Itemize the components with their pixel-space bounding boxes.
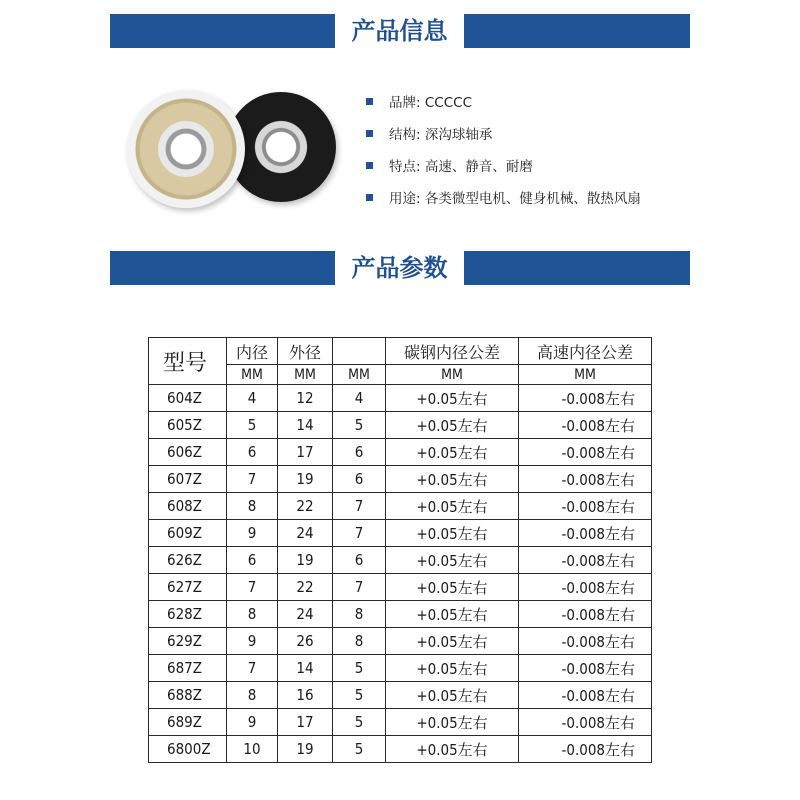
cell-width: 6 [333, 547, 386, 574]
table-row [149, 574, 652, 601]
info-label: 品牌: [389, 95, 421, 111]
cell-carbon-tolerance: +0.05左右 [386, 574, 519, 601]
header-model: 型号 [149, 338, 227, 385]
cell-inner-diameter: 9 [227, 709, 278, 736]
square-bullet-icon [366, 98, 373, 105]
cell-carbon-tolerance: +0.05左右 [386, 520, 519, 547]
cell-width: 7 [333, 520, 386, 547]
cell-width: 5 [333, 412, 386, 439]
header-bar-left [110, 14, 335, 48]
cell-carbon-tolerance: +0.05左右 [386, 412, 519, 439]
square-bullet-icon [366, 194, 373, 201]
cell-outer-diameter: 19 [278, 466, 333, 493]
info-value: CCCCC [424, 95, 472, 111]
cell-highspeed-tolerance: -0.008左右 [519, 601, 652, 628]
cell-model: 604Z [149, 385, 227, 412]
cell-inner-diameter: 9 [227, 628, 278, 655]
cell-model: 607Z [149, 466, 227, 493]
cell-model: 629Z [149, 628, 227, 655]
cell-model: 608Z [149, 493, 227, 520]
info-label: 特点: [389, 159, 421, 175]
cell-outer-diameter: 14 [278, 655, 333, 682]
info-label: 用途: [389, 191, 421, 207]
cell-carbon-tolerance: +0.05左右 [386, 655, 519, 682]
cell-width: 7 [333, 493, 386, 520]
unit-outer: MM [278, 365, 333, 385]
cell-highspeed-tolerance: -0.008左右 [519, 709, 652, 736]
cell-carbon-tolerance: +0.05左右 [386, 385, 519, 412]
cell-width: 8 [333, 601, 386, 628]
table-row [149, 655, 652, 682]
cell-width: 7 [333, 574, 386, 601]
square-bullet-icon [366, 130, 373, 137]
cell-model: 626Z [149, 547, 227, 574]
cell-highspeed-tolerance: -0.008左右 [519, 682, 652, 709]
info-value: 深沟球轴承 [424, 127, 493, 143]
cell-outer-diameter: 17 [278, 709, 333, 736]
cell-carbon-tolerance: +0.05左右 [386, 493, 519, 520]
cell-highspeed-tolerance: -0.008左右 [519, 628, 652, 655]
cell-highspeed-tolerance: -0.008左右 [519, 466, 652, 493]
table-row [149, 628, 652, 655]
cell-outer-diameter: 24 [278, 520, 333, 547]
info-value: 各类微型电机、健身机械、散热风扇 [424, 191, 641, 207]
cell-outer-diameter: 22 [278, 574, 333, 601]
cell-inner-diameter: 7 [227, 574, 278, 601]
cell-outer-diameter: 22 [278, 493, 333, 520]
table-header-row [149, 338, 652, 365]
cell-width: 4 [333, 385, 386, 412]
cell-width: 5 [333, 655, 386, 682]
info-item-brand [366, 91, 641, 123]
table-row [149, 682, 652, 709]
unit-inner: MM [227, 365, 278, 385]
product-info-header [110, 14, 690, 48]
table-row [149, 520, 652, 547]
table-row [149, 709, 652, 736]
cell-highspeed-tolerance: -0.008左右 [519, 520, 652, 547]
table-row [149, 466, 652, 493]
cell-carbon-tolerance: +0.05左右 [386, 547, 519, 574]
header-width [333, 338, 386, 365]
cell-outer-diameter: 19 [278, 547, 333, 574]
header-outer-diameter: 外径 [278, 338, 333, 365]
table-row [149, 412, 652, 439]
header-inner-diameter: 内径 [227, 338, 278, 365]
cell-width: 5 [333, 736, 386, 763]
cell-carbon-tolerance: +0.05左右 [386, 682, 519, 709]
header-bar-right [464, 14, 690, 48]
table-row [149, 601, 652, 628]
info-item-structure [366, 123, 641, 155]
cell-inner-diameter: 7 [227, 655, 278, 682]
header-carbon-tolerance: 碳钢内径公差 [386, 338, 519, 365]
metal-shielded-bearing-image [127, 90, 245, 208]
header-bar-left [110, 251, 335, 285]
cell-highspeed-tolerance: -0.008左右 [519, 574, 652, 601]
header-highspeed-tolerance: 高速内径公差 [519, 338, 652, 365]
unit-carbon-tolerance: MM [386, 365, 519, 385]
product-info-title: 产品信息 [335, 10, 464, 52]
cell-carbon-tolerance: +0.05左右 [386, 709, 519, 736]
product-info-list [366, 91, 641, 219]
cell-highspeed-tolerance: -0.008左右 [519, 655, 652, 682]
cell-model: 627Z [149, 574, 227, 601]
unit-width: MM [333, 365, 386, 385]
cell-carbon-tolerance: +0.05左右 [386, 439, 519, 466]
cell-highspeed-tolerance: -0.008左右 [519, 493, 652, 520]
header-bar-right [464, 251, 690, 285]
cell-model: 688Z [149, 682, 227, 709]
cell-model: 689Z [149, 709, 227, 736]
cell-highspeed-tolerance: -0.008左右 [519, 439, 652, 466]
info-item-usage [366, 187, 641, 219]
cell-model: 687Z [149, 655, 227, 682]
cell-model: 605Z [149, 412, 227, 439]
table-row [149, 439, 652, 466]
cell-outer-diameter: 14 [278, 412, 333, 439]
square-bullet-icon [366, 162, 373, 169]
cell-inner-diameter: 10 [227, 736, 278, 763]
cell-carbon-tolerance: +0.05左右 [386, 628, 519, 655]
cell-inner-diameter: 7 [227, 466, 278, 493]
cell-model: 606Z [149, 439, 227, 466]
cell-outer-diameter: 26 [278, 628, 333, 655]
cell-carbon-tolerance: +0.05左右 [386, 601, 519, 628]
unit-highspeed-tolerance: MM [519, 365, 652, 385]
cell-inner-diameter: 8 [227, 493, 278, 520]
table-row [149, 385, 652, 412]
cell-highspeed-tolerance: -0.008左右 [519, 547, 652, 574]
table-row [149, 493, 652, 520]
cell-inner-diameter: 9 [227, 520, 278, 547]
cell-highspeed-tolerance: -0.008左右 [519, 736, 652, 763]
table-row [149, 736, 652, 763]
product-params-header [110, 251, 690, 285]
cell-width: 5 [333, 682, 386, 709]
cell-inner-diameter: 6 [227, 547, 278, 574]
info-label: 结构: [389, 127, 421, 143]
info-item-features [366, 155, 641, 187]
cell-model: 628Z [149, 601, 227, 628]
cell-inner-diameter: 4 [227, 385, 278, 412]
cell-inner-diameter: 8 [227, 682, 278, 709]
cell-inner-diameter: 6 [227, 439, 278, 466]
cell-outer-diameter: 17 [278, 439, 333, 466]
cell-carbon-tolerance: +0.05左右 [386, 736, 519, 763]
cell-outer-diameter: 24 [278, 601, 333, 628]
bearing-spec-table [148, 337, 652, 763]
cell-outer-diameter: 16 [278, 682, 333, 709]
cell-outer-diameter: 19 [278, 736, 333, 763]
product-params-title: 产品参数 [335, 247, 464, 289]
info-value: 高速、静音、耐磨 [424, 159, 533, 175]
cell-model: 6800Z [149, 736, 227, 763]
cell-highspeed-tolerance: -0.008左右 [519, 385, 652, 412]
cell-model: 609Z [149, 520, 227, 547]
cell-carbon-tolerance: +0.05左右 [386, 466, 519, 493]
table-row [149, 547, 652, 574]
cell-highspeed-tolerance: -0.008左右 [519, 412, 652, 439]
cell-width: 6 [333, 466, 386, 493]
cell-width: 8 [333, 628, 386, 655]
cell-outer-diameter: 12 [278, 385, 333, 412]
cell-width: 6 [333, 439, 386, 466]
cell-inner-diameter: 8 [227, 601, 278, 628]
cell-inner-diameter: 5 [227, 412, 278, 439]
cell-width: 5 [333, 709, 386, 736]
